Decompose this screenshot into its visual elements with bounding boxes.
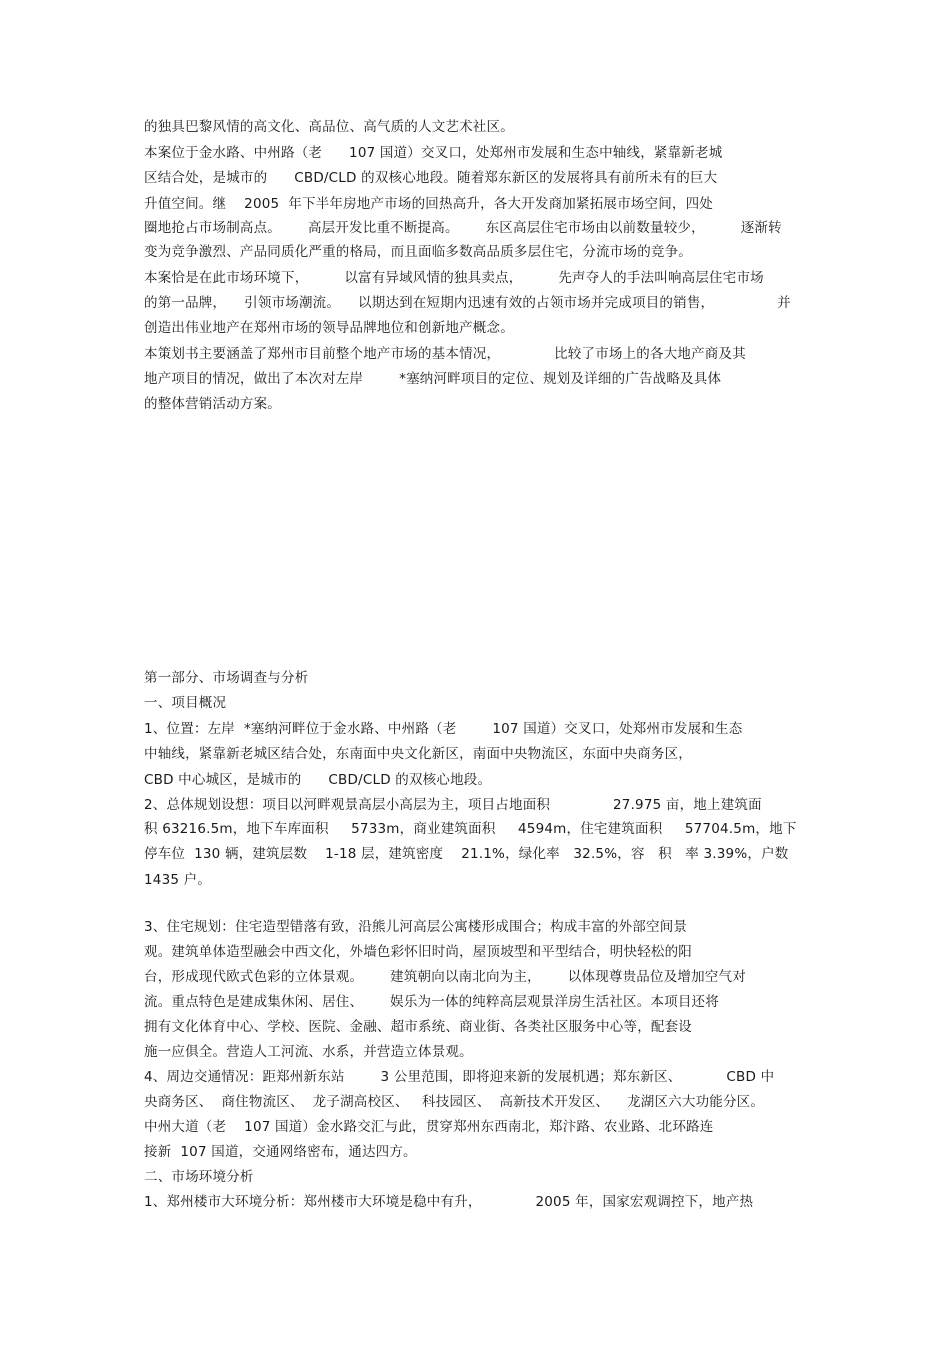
intro-line: 本案恰是在此市场环境下， 以富有异域风情的独具卖点， 先声夺人的手法叫响高层住宅市场 <box>144 270 764 286</box>
item-line: 观。建筑单体造型融会中西文化，外墙色彩怀旧时尚，屋顶坡型和平型结合，明快轻松的阳 <box>144 944 692 960</box>
item-line: 4、周边交通情况：距郑州新东站 3 公里范围，即将迎来新的发展机遇；郑东新区、 CBD 中 <box>144 1069 775 1085</box>
item-line: 积 63216.5m，地下车库面积 5733m，商业建筑面积 4594m，住宅建筑面积 57704.5m，地下 <box>144 821 797 837</box>
intro-line: 地产项目的情况，做出了本次对左岸 *塞纳河畔项目的定位、规划及详细的广告战略及具体 <box>144 371 722 387</box>
item-line: 1、位置：左岸 *塞纳河畔位于金水路、中州路（老 107 国道）交叉口，处郑州市发展和生态 <box>144 721 743 737</box>
item-line: 流。重点特色是建成集休闲、居住、 娱乐为一体的纯粹高层观景洋房生活社区。本项目还将 <box>144 994 719 1010</box>
item-line: 拥有文化体育中心、学校、医院、金融、超市系统、商业街、各类社区服务中心等，配套设 <box>144 1019 692 1035</box>
intro-line: 变为竞争激烈、产品同质化严重的格局，而且面临多数高品质多层住宅，分流市场的竞争。 <box>144 244 692 260</box>
item-line: 2、总体规划设想：项目以河畔观景高层小高层为主，项目占地面积 27.975 亩，地上建筑面 <box>144 797 762 813</box>
item-line: 3、住宅规划：住宅造型错落有致，沿熊儿河高层公寓楼形成围合；构成丰富的外部空间景 <box>144 919 688 935</box>
item-line: 接新 107 国道，交通网络密布，通达四方。 <box>144 1144 417 1160</box>
item-line: 台，形成现代欧式色彩的立体景观。 建筑朝向以南北向为主， 以体现尊贵品位及增加空气对 <box>144 969 746 985</box>
item-line: 1435 户。 <box>144 872 212 888</box>
item-line: 中州大道（老 107 国道）金水路交汇与此，贯穿郑州东西南北，郑汴路、农业路、北环路连 <box>144 1119 714 1135</box>
item-line: 1、郑州楼市大环境分析：郑州楼市大环境是稳中有升， 2005 年，国家宏观调控下，地产热 <box>144 1194 754 1210</box>
item-line: 停车位 130 辆，建筑层数 1-18 层，建筑密度 21.1%，绿化率 32.5%，容 积 率 3.39%，户数 <box>144 846 789 862</box>
intro-line: 的整体营销活动方案。 <box>144 396 281 412</box>
section-title: 二、市场环境分析 <box>144 1169 254 1185</box>
intro-line: 区结合处，是城市的 CBD/CLD 的双核心地段。随着郑东新区的发展将具有前所未有的巨大 <box>144 170 718 186</box>
intro-line: 升值空间。继 2005 年下半年房地产市场的回热高升，各大开发商加紧拓展市场空间，四处 <box>144 196 714 212</box>
intro-line: 的第一品牌， 引领市场潮流。 以期达到在短期内迅速有效的占领市场并完成项目的销售， 并 <box>144 295 791 311</box>
item-line: 央商务区、 商住物流区、 龙子湖高校区、 科技园区、 高新技术开发区、 龙湖区六大功能分区。 <box>144 1094 765 1110</box>
intro-line: 的独具巴黎风情的高文化、高品位、高气质的人文艺术社区。 <box>144 119 514 135</box>
item-line: CBD 中心城区，是城市的 CBD/CLD 的双核心地段。 <box>144 772 492 788</box>
intro-line: 本策划书主要涵盖了郑州市目前整个地产市场的基本情况， 比较了市场上的各大地产商及其 <box>144 346 746 362</box>
item-line: 中轴线，紧靠新老城区结合处，东南面中央文化新区，南面中央物流区，东面中央商务区， <box>144 746 692 762</box>
section-title: 一、项目概况 <box>144 695 227 711</box>
intro-line: 创造出伟业地产在郑州市场的领导品牌地位和创新地产概念。 <box>144 320 514 336</box>
intro-line: 圈地抢占市场制高点。 高层开发比重不断提高。 东区高层住宅市场由以前数量较少， 逐渐转 <box>144 220 782 236</box>
part-title: 第一部分、市场调查与分析 <box>144 670 309 686</box>
intro-line: 本案位于金水路、中州路（老 107 国道）交叉口，处郑州市发展和生态中轴线，紧靠新老城 <box>144 145 723 161</box>
item-line: 施一应俱全。营造人工河流、水系，并营造立体景观。 <box>144 1044 473 1060</box>
